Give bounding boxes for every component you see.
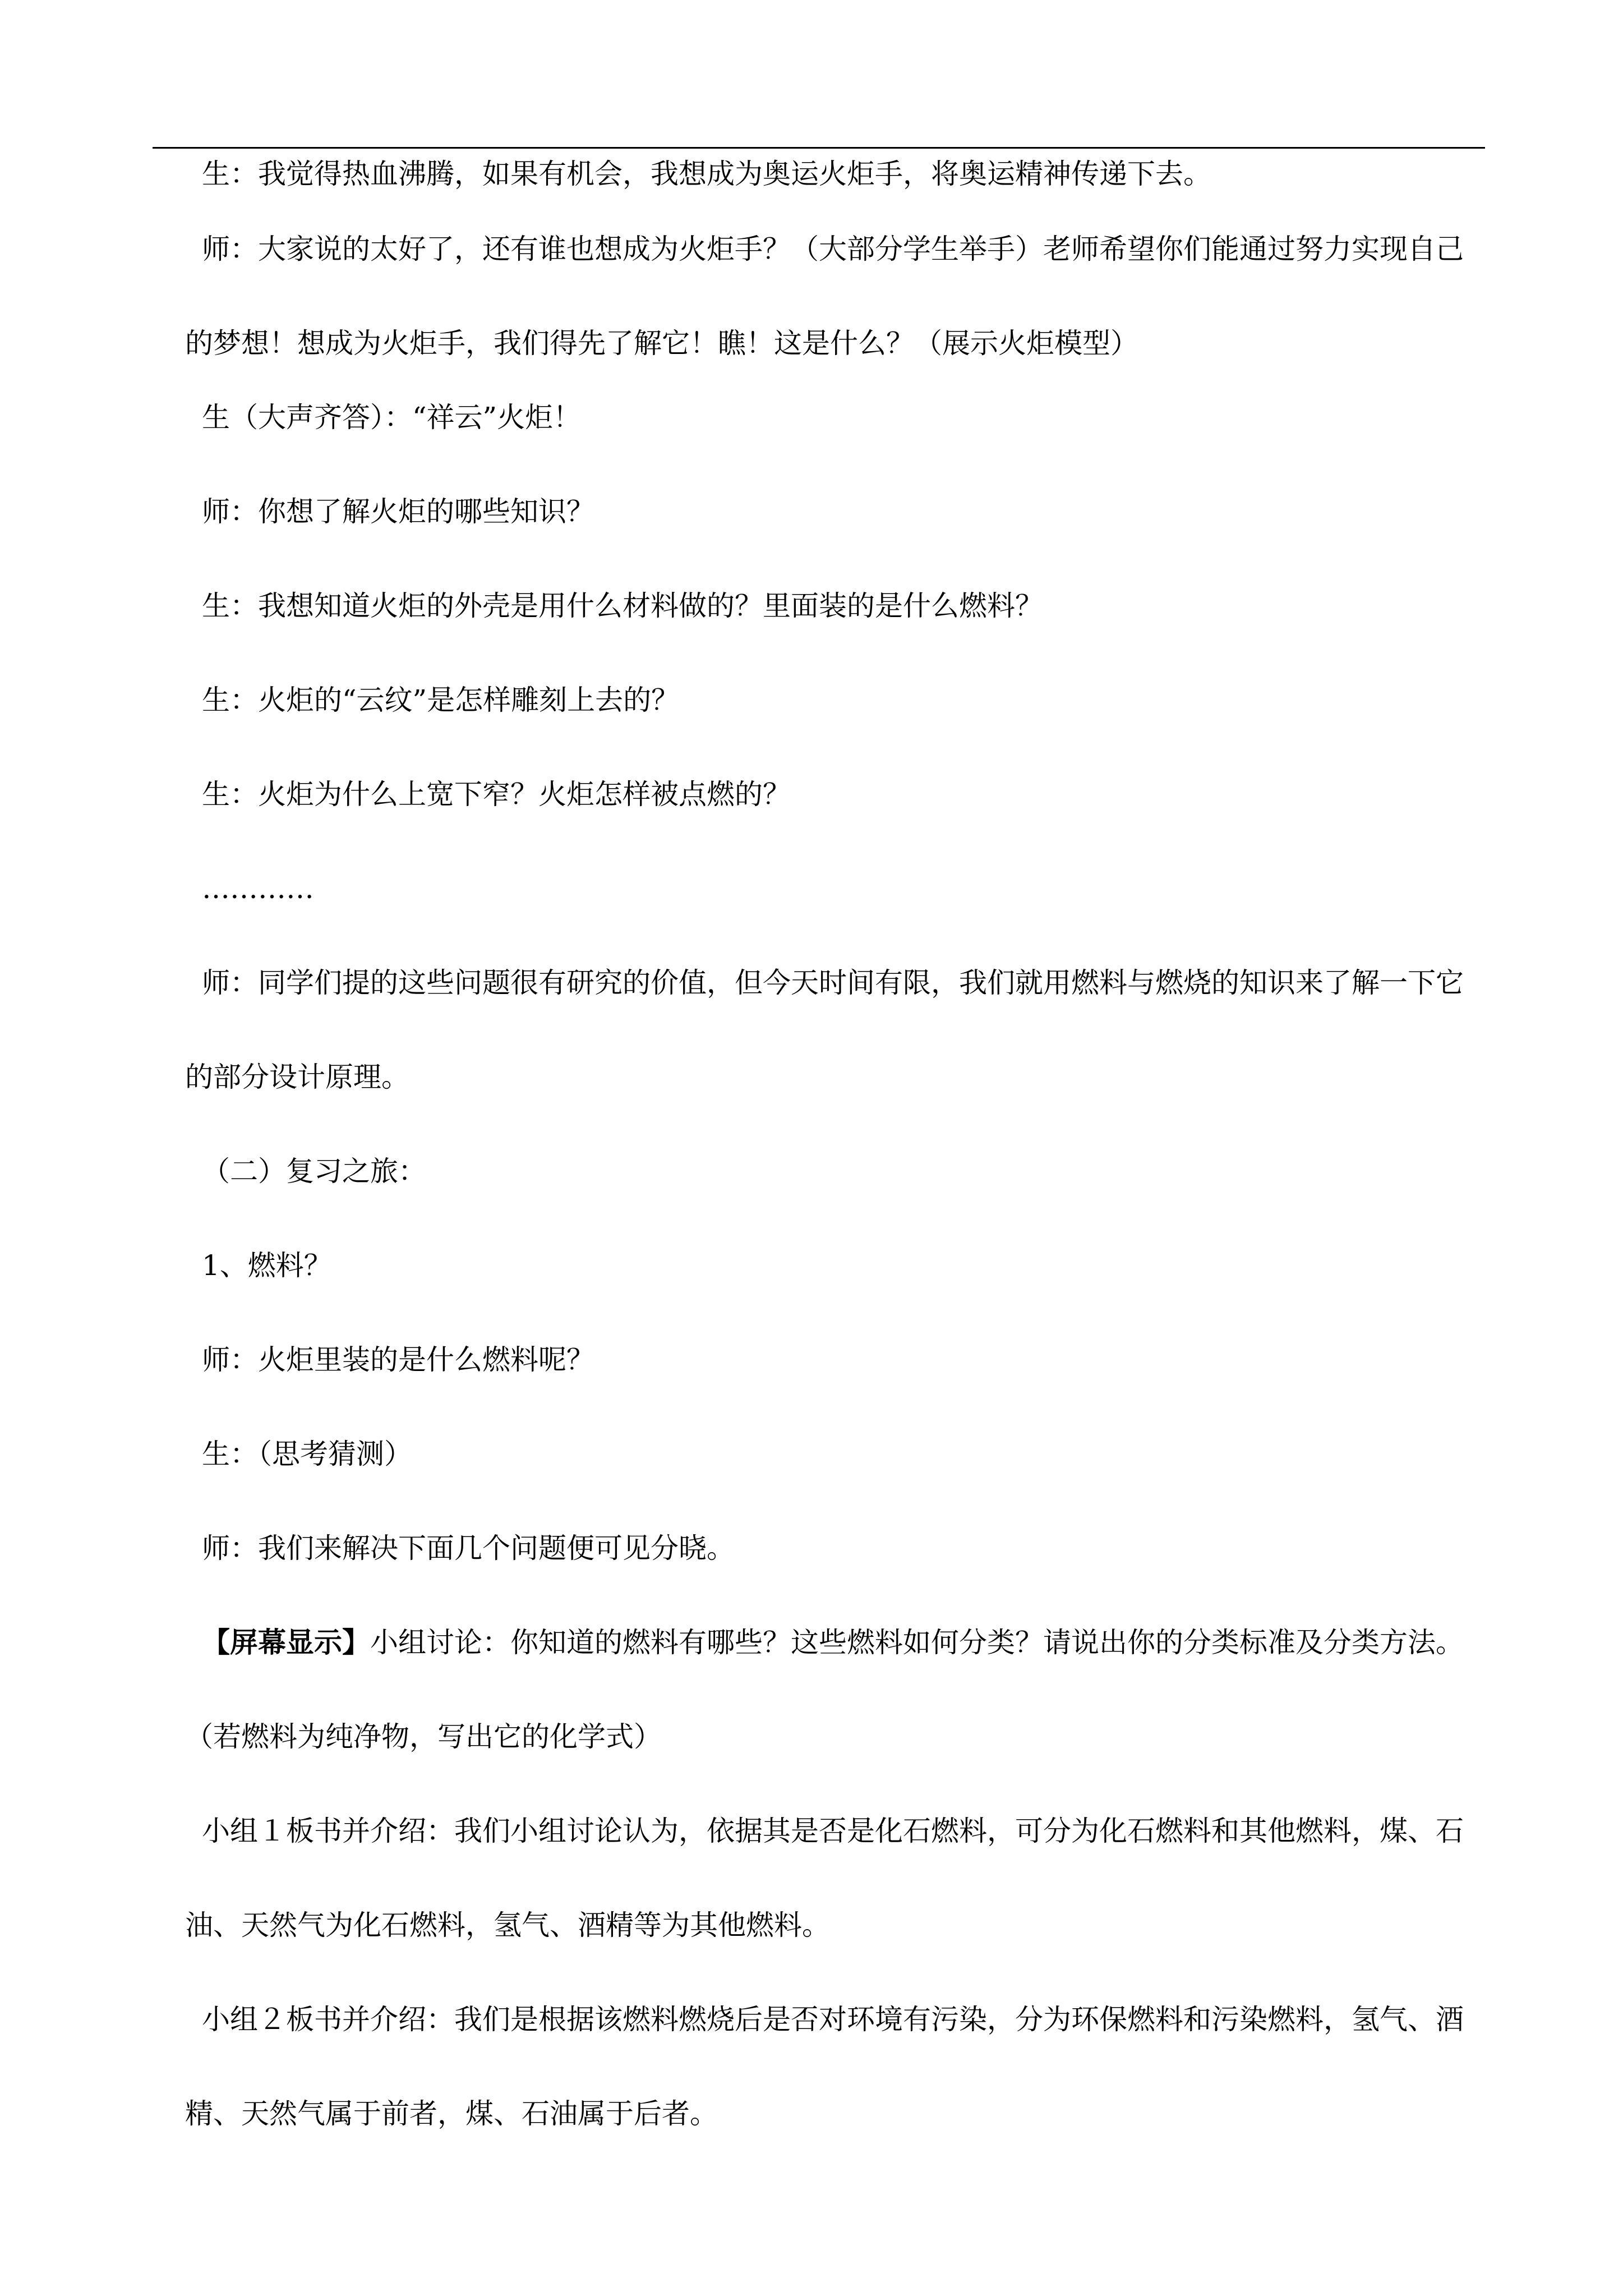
- paragraph-ellipsis: …………: [202, 872, 314, 905]
- paragraph-teacher-fuel-question: 师：火炬里装的是什么燃料呢？: [202, 1343, 594, 1376]
- paragraph-group1: 小组１板书并介绍：我们小组讨论认为，依据其是否是化石燃料，可分为化石燃料和其他燃料，煤、石油、天然气为化石燃料，氢气、酒精等为其他燃料。: [185, 1815, 1464, 1941]
- paragraph-student-materials: 生：我想知道火炬的外壳是用什么材料做的？里面装的是什么燃料？: [202, 590, 1043, 622]
- paragraph-screen-display: [185, 1595, 1481, 1784]
- paragraph-group2: 小组２板书并介绍：我们是根据该燃料燃烧后是否对环境有污染，分为环保燃料和污染燃料，氢气、酒精、天然气属于前者，煤、石油属于后者。: [185, 2003, 1464, 2130]
- paragraph-student-cloud-pattern: 生：火炬的“云纹”是怎样雕刻上去的？: [202, 684, 680, 716]
- header-rule: [153, 147, 1485, 149]
- paragraph-teacher-question: 师：你想了解火炬的哪些知识？: [202, 495, 594, 528]
- paragraph-teacher-solve: 师：我们来解决下面几个问题便可见分晓。: [202, 1532, 735, 1565]
- paragraph-student-shape: 生：火炬为什么上宽下窄？火炬怎样被点燃的？: [202, 778, 791, 811]
- screen-display-label: 【屏幕显示】: [202, 1626, 370, 1659]
- paragraph-student-guess: 生：（思考猜测）: [202, 1438, 412, 1470]
- paragraph-student-answer-xiangyun: 生（大声齐答）：“祥云”火炬！: [202, 401, 582, 434]
- screen-display-text: 小组讨论：你知道的燃料有哪些？这些燃料如何分类？请说出你的分类标准及分类方法。（若燃料为纯净物，写出它的化学式）: [185, 1626, 1464, 1753]
- subsection-heading-fuel: 1、燃料？: [202, 1249, 332, 1282]
- paragraph-teacher-research-value: 师：同学们提的这些问题很有研究的价值，但今天时间有限，我们就用燃料与燃烧的知识来了解一下它的部分设计原理。: [185, 967, 1464, 1093]
- paragraph-student-dream: 生：我觉得热血沸腾，如果有机会，我想成为奥运火炬手，将奥运精神传递下去。: [202, 158, 1211, 190]
- section-heading-review: （二）复习之旅：: [202, 1155, 426, 1188]
- paragraph-teacher-torch-model: 师：大家说的太好了，还有谁也想成为火炬手？（大部分学生举手）老师希望你们能通过努力实现自己的梦想！想成为火炬手，我们得先了解它！瞧！这是什么？（展示火炬模型）: [185, 233, 1464, 360]
